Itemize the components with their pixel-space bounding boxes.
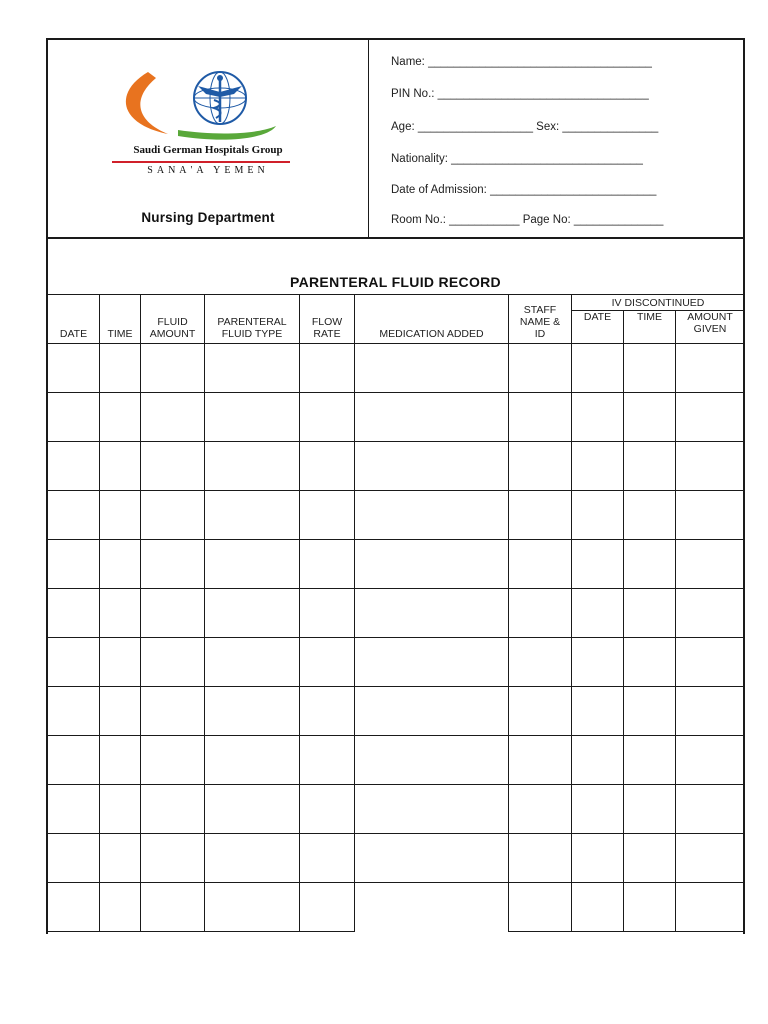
table-row <box>48 344 745 393</box>
cell-time[interactable] <box>100 442 141 491</box>
table-row <box>48 540 745 589</box>
cell-time[interactable] <box>100 834 141 883</box>
cell-staff[interactable] <box>509 883 572 932</box>
cell-iv-amount[interactable] <box>676 834 745 883</box>
cell-date[interactable] <box>48 834 100 883</box>
cell-staff[interactable] <box>509 736 572 785</box>
header-time: TIME <box>100 295 141 344</box>
form-frame <box>46 38 745 934</box>
cell-iv-time[interactable] <box>624 638 676 687</box>
table-row <box>48 589 745 638</box>
cell-fluid-type[interactable] <box>205 491 300 540</box>
cell-flow-rate[interactable] <box>300 736 355 785</box>
table-row <box>48 393 745 442</box>
cell-date[interactable] <box>48 393 100 442</box>
cell-iv-time[interactable] <box>624 883 676 932</box>
organization-location: SANA'A YEMEN <box>147 165 269 176</box>
cell-time[interactable] <box>100 589 141 638</box>
cell-iv-amount[interactable] <box>676 638 745 687</box>
room-page-field[interactable]: Room No.: ___________ Page No: ______________ <box>391 214 664 226</box>
cell-iv-amount[interactable] <box>676 393 745 442</box>
cell-fluid-type[interactable] <box>205 393 300 442</box>
cell-fluid-amount[interactable] <box>141 687 205 736</box>
cell-staff[interactable] <box>509 638 572 687</box>
cell-date[interactable] <box>48 736 100 785</box>
cell-staff[interactable] <box>509 393 572 442</box>
cell-flow-rate[interactable] <box>300 589 355 638</box>
cell-date[interactable] <box>48 638 100 687</box>
cell-time[interactable] <box>100 883 141 932</box>
cell-fluid-type[interactable] <box>205 785 300 834</box>
cell-date[interactable] <box>48 687 100 736</box>
cell-staff[interactable] <box>509 785 572 834</box>
cell-iv-time[interactable] <box>624 834 676 883</box>
cell-iv-amount[interactable] <box>676 883 745 932</box>
cell-iv-date[interactable] <box>572 834 624 883</box>
cell-fluid-type[interactable] <box>205 736 300 785</box>
cell-iv-date[interactable] <box>572 589 624 638</box>
table-row <box>48 883 745 932</box>
cell-iv-amount[interactable] <box>676 491 745 540</box>
cell-fluid-amount[interactable] <box>141 491 205 540</box>
cell-time[interactable] <box>100 687 141 736</box>
cell-iv-amount[interactable] <box>676 785 745 834</box>
cell-fluid-amount[interactable] <box>141 442 205 491</box>
cell-time[interactable] <box>100 736 141 785</box>
cell-iv-amount[interactable] <box>676 344 745 393</box>
cell-fluid-type[interactable] <box>205 883 300 932</box>
cell-iv-amount[interactable] <box>676 442 745 491</box>
cell-staff[interactable] <box>509 589 572 638</box>
cell-iv-time[interactable] <box>624 540 676 589</box>
table-row <box>48 785 745 834</box>
header-iv-discontinued: IV DISCONTINUED <box>572 295 745 311</box>
cell-medication[interactable] <box>355 589 509 638</box>
cell-time[interactable] <box>100 344 141 393</box>
cell-iv-time[interactable] <box>624 491 676 540</box>
cell-medication[interactable] <box>355 540 509 589</box>
department-title: Nursing Department <box>141 210 275 225</box>
cell-fluid-amount[interactable] <box>141 736 205 785</box>
cell-medication[interactable] <box>355 687 509 736</box>
pin-field[interactable]: PIN No.: _________________________________ <box>391 88 649 100</box>
cell-fluid-type[interactable] <box>205 638 300 687</box>
header-staff: STAFF NAME & ID <box>509 295 572 344</box>
cell-fluid-type[interactable] <box>205 687 300 736</box>
cell-date[interactable] <box>48 491 100 540</box>
cell-fluid-type[interactable] <box>205 540 300 589</box>
cell-time[interactable] <box>100 638 141 687</box>
form-title: PARENTERAL FLUID RECORD <box>290 274 501 290</box>
cell-iv-amount[interactable] <box>676 687 745 736</box>
cell-iv-date[interactable] <box>572 491 624 540</box>
table-row <box>48 491 745 540</box>
cell-iv-time[interactable] <box>624 589 676 638</box>
cell-fluid-type[interactable] <box>205 344 300 393</box>
cell-iv-date[interactable] <box>572 393 624 442</box>
cell-iv-date[interactable] <box>572 883 624 932</box>
cell-iv-date[interactable] <box>572 540 624 589</box>
cell-medication[interactable] <box>355 344 509 393</box>
cell-fluid-amount[interactable] <box>141 540 205 589</box>
name-field[interactable]: Name: ___________________________________ <box>391 56 652 68</box>
cell-iv-date[interactable] <box>572 638 624 687</box>
logo-divider <box>112 161 290 163</box>
header-iv-amount: AMOUNT GIVEN <box>676 311 745 344</box>
header-date: DATE <box>48 295 100 344</box>
cell-iv-amount[interactable] <box>676 540 745 589</box>
cell-iv-date[interactable] <box>572 736 624 785</box>
cell-flow-rate[interactable] <box>300 687 355 736</box>
nationality-field[interactable]: Nationality: ______________________________ <box>391 153 643 165</box>
cell-flow-rate[interactable] <box>300 785 355 834</box>
cell-iv-amount[interactable] <box>676 589 745 638</box>
cell-iv-time[interactable] <box>624 687 676 736</box>
cell-medication[interactable] <box>355 834 509 883</box>
cell-iv-time[interactable] <box>624 736 676 785</box>
cell-iv-amount[interactable] <box>676 736 745 785</box>
cell-flow-rate[interactable] <box>300 393 355 442</box>
cell-staff[interactable] <box>509 442 572 491</box>
cell-medication[interactable] <box>355 883 509 932</box>
cell-date[interactable] <box>48 589 100 638</box>
cell-date[interactable] <box>48 883 100 932</box>
table-row <box>48 638 745 687</box>
cell-iv-date[interactable] <box>572 344 624 393</box>
form-header <box>48 40 743 239</box>
table-row <box>48 736 745 785</box>
cell-iv-time[interactable] <box>624 393 676 442</box>
admission-date-field[interactable]: Date of Admission: __________________________ <box>391 184 657 196</box>
cell-iv-time[interactable] <box>624 344 676 393</box>
cell-time[interactable] <box>100 393 141 442</box>
cell-fluid-amount[interactable] <box>141 589 205 638</box>
header-flow-rate: FLOW RATE <box>300 295 355 344</box>
header-medication: MEDICATION ADDED <box>355 295 509 344</box>
logo-cell <box>48 40 369 237</box>
cell-flow-rate[interactable] <box>300 344 355 393</box>
header-iv-time: TIME <box>624 311 676 344</box>
cell-fluid-amount[interactable] <box>141 883 205 932</box>
cell-date[interactable] <box>48 785 100 834</box>
cell-date[interactable] <box>48 442 100 491</box>
cell-medication[interactable] <box>355 638 509 687</box>
cell-fluid-amount[interactable] <box>141 393 205 442</box>
cell-iv-date[interactable] <box>572 442 624 491</box>
cell-time[interactable] <box>100 491 141 540</box>
cell-iv-date[interactable] <box>572 785 624 834</box>
cell-iv-time[interactable] <box>624 785 676 834</box>
cell-fluid-amount[interactable] <box>141 638 205 687</box>
cell-medication[interactable] <box>355 442 509 491</box>
cell-medication[interactable] <box>355 491 509 540</box>
cell-fluid-type[interactable] <box>205 589 300 638</box>
cell-fluid-amount[interactable] <box>141 834 205 883</box>
organization-name: Saudi German Hospitals Group <box>133 144 283 156</box>
cell-staff[interactable] <box>509 344 572 393</box>
cell-flow-rate[interactable] <box>300 540 355 589</box>
table-row <box>48 442 745 491</box>
cell-date[interactable] <box>48 540 100 589</box>
cell-medication[interactable] <box>355 393 509 442</box>
cell-fluid-type[interactable] <box>205 442 300 491</box>
header-fluid-type: PARENTERAL FLUID TYPE <box>205 295 300 344</box>
header-fluid-amount: FLUID AMOUNT <box>141 295 205 344</box>
cell-flow-rate[interactable] <box>300 638 355 687</box>
cell-staff[interactable] <box>509 834 572 883</box>
cell-date[interactable] <box>48 344 100 393</box>
cell-fluid-amount[interactable] <box>141 344 205 393</box>
cell-flow-rate[interactable] <box>300 834 355 883</box>
cell-time[interactable] <box>100 540 141 589</box>
cell-flow-rate[interactable] <box>300 883 355 932</box>
cell-iv-time[interactable] <box>624 442 676 491</box>
cell-fluid-type[interactable] <box>205 834 300 883</box>
table-row <box>48 834 745 883</box>
cell-fluid-amount[interactable] <box>141 785 205 834</box>
cell-medication[interactable] <box>355 785 509 834</box>
cell-flow-rate[interactable] <box>300 442 355 491</box>
fluid-record-table <box>47 294 745 932</box>
header-iv-date: DATE <box>572 311 624 344</box>
cell-time[interactable] <box>100 785 141 834</box>
age-sex-field[interactable]: Age: __________________ Sex: _______________ <box>391 121 659 133</box>
table-row <box>48 687 745 736</box>
cell-flow-rate[interactable] <box>300 491 355 540</box>
cell-iv-date[interactable] <box>572 687 624 736</box>
cell-medication[interactable] <box>355 736 509 785</box>
cell-staff[interactable] <box>509 540 572 589</box>
cell-staff[interactable] <box>509 687 572 736</box>
cell-staff[interactable] <box>509 491 572 540</box>
